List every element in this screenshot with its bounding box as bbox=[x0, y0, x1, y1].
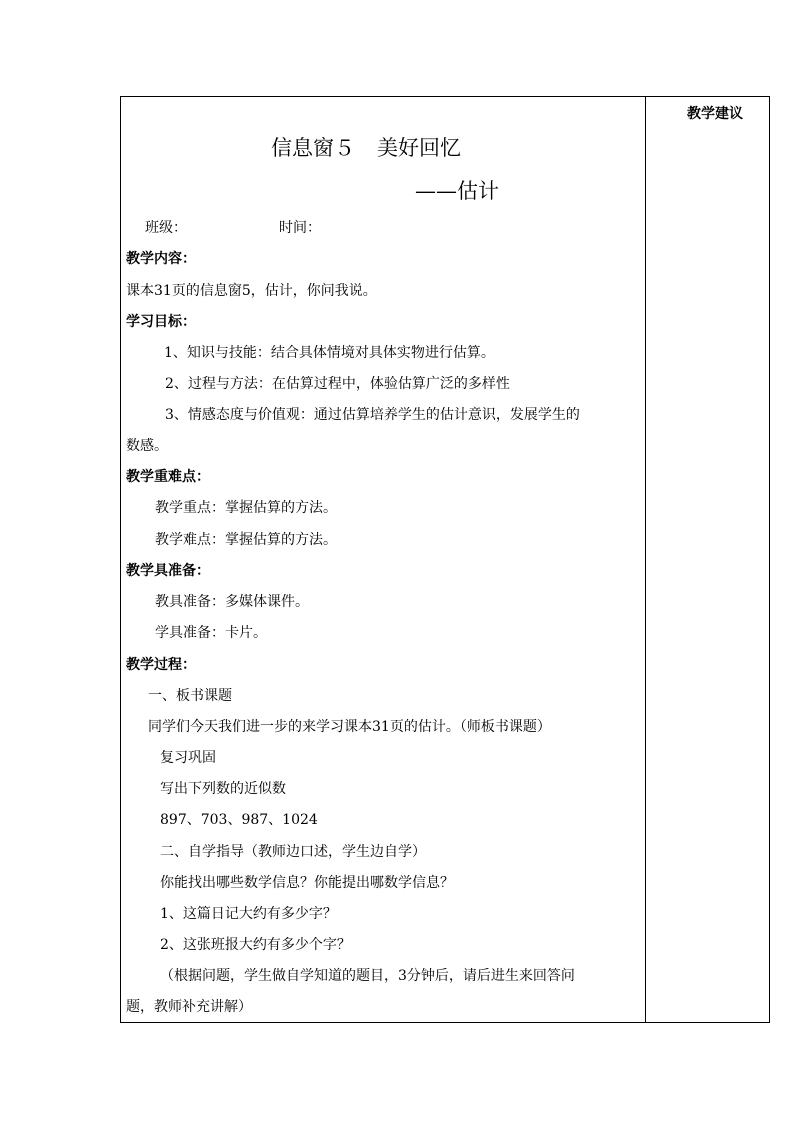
objective-1: 1、知识与技能：结合具体情境对具体实物进行估算。 bbox=[164, 345, 495, 361]
lesson-subtitle: ——估计 bbox=[415, 179, 499, 203]
process-intro-text: 同学们今天我们进一步的来学习课本31页的估计。（师板书课题） bbox=[148, 719, 551, 735]
lesson-title-info-window: 信息窗５ bbox=[271, 136, 355, 160]
process-number-list: 897、703、987、1024 bbox=[160, 812, 318, 828]
objectives-heading: 学习目标： bbox=[126, 314, 196, 330]
process-heading: 教学过程： bbox=[126, 657, 196, 673]
process-question-2: 2、这张班报大约有多少个字？ bbox=[160, 937, 351, 953]
objective-2: 2、过程与方法：在估算过程中，体验估算广泛的多样性 bbox=[165, 376, 510, 392]
process-step-self-study: 二、自学指导（教师边口述，学生边自学） bbox=[160, 844, 426, 860]
process-question-1: 1、这篇日记大约有多少字？ bbox=[160, 906, 337, 922]
content-text: 课本31页的信息窗5，估计，你问我说。 bbox=[126, 283, 377, 299]
class-time-row bbox=[145, 219, 321, 237]
process-step-board-title: 一、板书课题 bbox=[148, 688, 232, 704]
process-question-prompt: 你能找出哪些数学信息？你能提出哪数学信息？ bbox=[160, 875, 454, 891]
lesson-title bbox=[271, 135, 461, 161]
keypoint-focus: 教学重点：掌握估算的方法。 bbox=[155, 500, 337, 516]
process-review: 复习巩固 bbox=[160, 750, 216, 766]
content-heading: 教学内容： bbox=[126, 251, 196, 267]
tools-heading: 教学具准备： bbox=[126, 563, 210, 579]
lesson-title-theme: 美好回忆 bbox=[377, 136, 461, 160]
process-note-line2: 题，教师补充讲解） bbox=[126, 999, 252, 1015]
suggestions-column-heading: 教学建议 bbox=[687, 106, 743, 122]
column-divider bbox=[645, 96, 646, 1023]
time-label: 时间： bbox=[279, 220, 321, 236]
student-tools: 学具准备：卡片。 bbox=[155, 625, 267, 641]
class-label: 班级： bbox=[145, 220, 187, 236]
process-note-line1: （根据问题，学生做自学知道的题目，3分钟后，请后进生来回答问 bbox=[160, 968, 575, 984]
keypoints-heading: 教学重难点： bbox=[126, 469, 210, 485]
objective-3-line1: 3、情感态度与价值观：通过估算培养学生的估计意识，发展学生的 bbox=[165, 407, 580, 423]
objective-3-line2: 数感。 bbox=[126, 438, 168, 454]
teacher-tools: 教具准备：多媒体课件。 bbox=[155, 594, 309, 610]
process-approx-prompt: 写出下列数的近似数 bbox=[160, 781, 286, 797]
keypoint-difficulty: 教学难点：掌握估算的方法。 bbox=[155, 532, 337, 548]
